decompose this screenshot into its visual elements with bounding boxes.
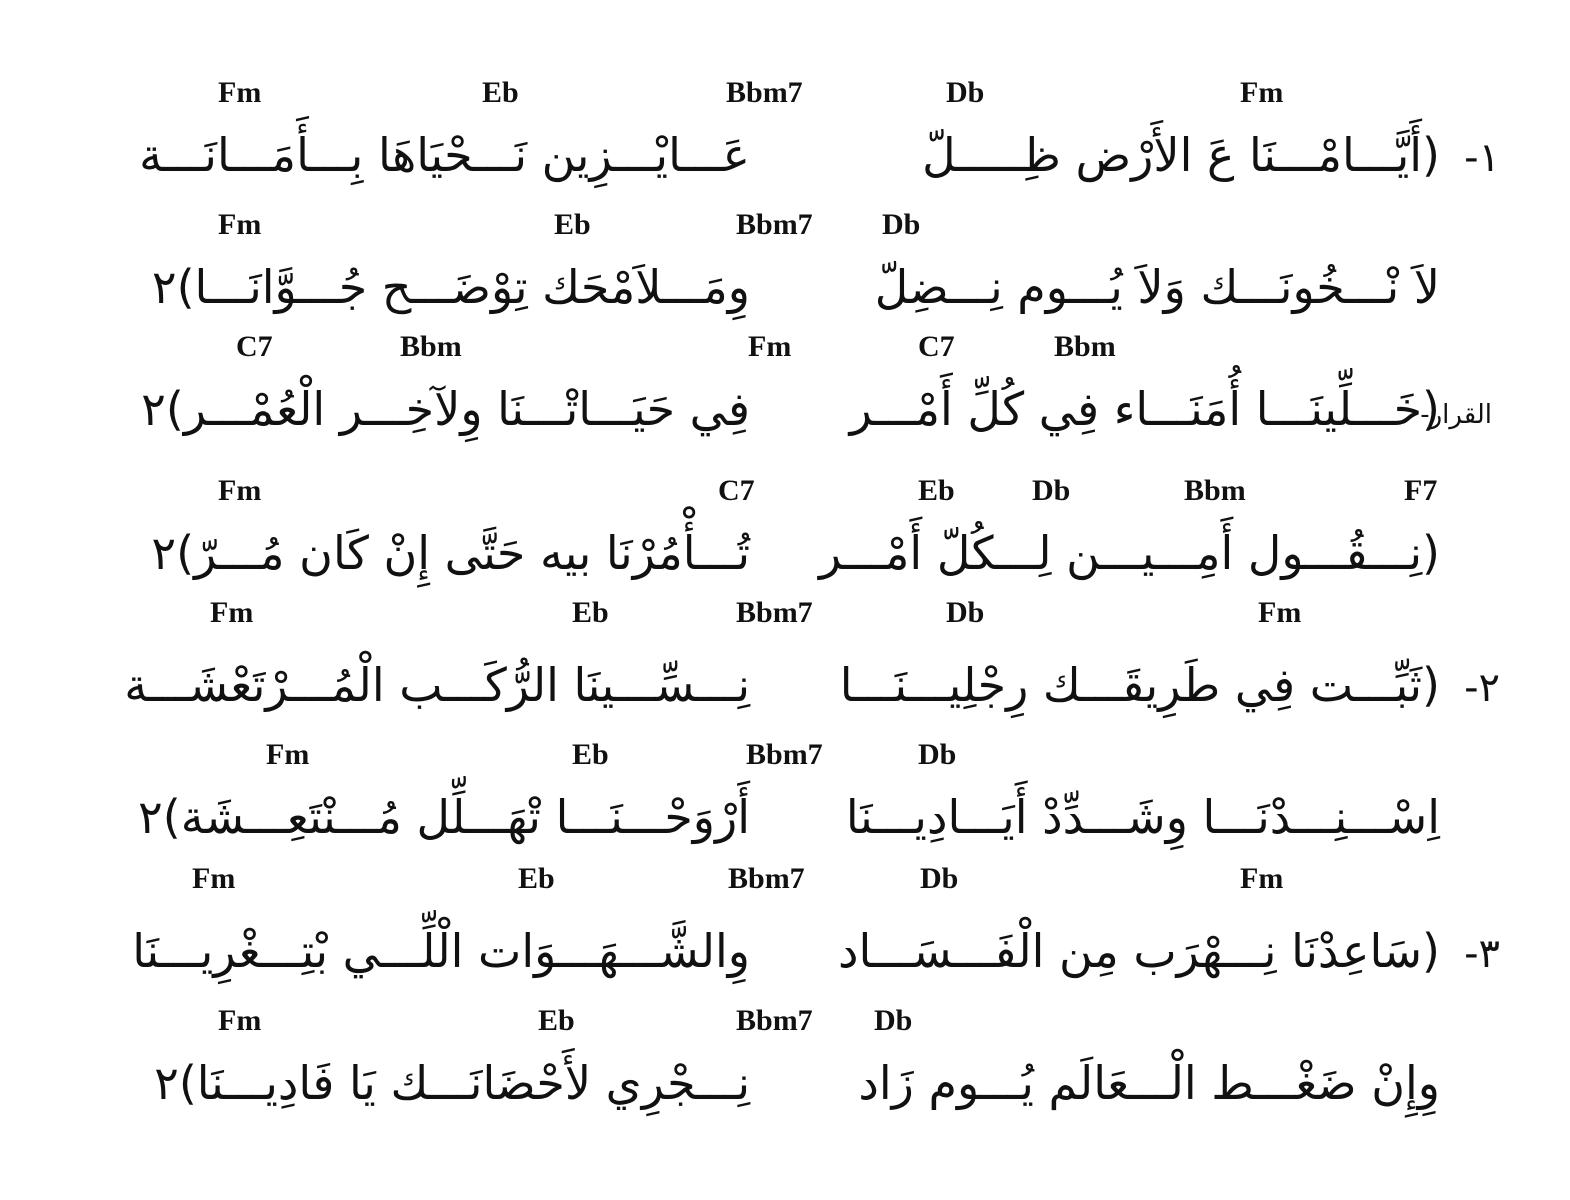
chord-line8-4: Db xyxy=(874,1004,913,1037)
lyric-line2-right: لاَ نْـــخُونَـــك وَلاَ يُـــوم نِـــضِلّ xyxy=(874,260,1440,314)
refrain-marker: القرار- xyxy=(1420,400,1492,430)
lyric-line3-left: فِي حَيَـــاتْـــنَا وِلآخِـــر الْعُمْـــر)٢ xyxy=(141,382,750,436)
chord-line5-5: Fm xyxy=(1258,596,1302,629)
chord-line6-4: Db xyxy=(918,738,957,771)
verse-number-1: ١- xyxy=(1464,135,1500,181)
chord-line4-2: C7 xyxy=(718,474,755,507)
chord-line5-2: Eb xyxy=(572,596,609,629)
chord-line3-5: Bbm xyxy=(1054,330,1116,363)
chord-line5-1: Fm xyxy=(210,596,254,629)
chord-line4-4: Db xyxy=(1032,474,1071,507)
lyric-line3-right: (خَـــلِّينَـــا أُمَنَـــاء فِي كُلِّ أَمْـــر xyxy=(849,382,1440,436)
chord-line5-3: Bbm7 xyxy=(736,596,813,629)
chord-line5-4: Db xyxy=(946,596,985,629)
chord-line2-2: Eb xyxy=(554,208,591,241)
lyric-line8-right: وِإِنْ ضَغْـــط الْـــعَالَم يُـــوم زَاد xyxy=(858,1056,1440,1110)
chord-line4-1: Fm xyxy=(218,474,262,507)
chord-line2-1: Fm xyxy=(218,208,262,241)
lyric-line7-left: وِالشَّـــهَـــوَات الْلِّـــي بْتِـــغْرِيـــنَا xyxy=(132,924,750,978)
chord-line8-1: Fm xyxy=(218,1004,262,1037)
verse-number-2: ٢- xyxy=(1464,665,1500,711)
chord-line4-5: Bbm xyxy=(1184,474,1246,507)
chord-line3-2: Bbm xyxy=(400,330,462,363)
chord-line7-3: Bbm7 xyxy=(728,862,805,895)
verse-number-3: ٣- xyxy=(1464,931,1500,977)
lyric-line6-left: أَرْوَحْـــنَـــا تْهَـــلِّل مُـــنْتَعِـــشَة)٢ xyxy=(138,790,750,844)
chord-line4-3: Eb xyxy=(918,474,955,507)
chord-line2-3: Bbm7 xyxy=(736,208,813,241)
lyric-line4-left: تُـــأْمُرْنَا بيه حَتَّى إِنْ كَان مُـــرّ)٢ xyxy=(151,526,750,580)
chord-line6-2: Eb xyxy=(572,738,609,771)
lyric-line1-left: عَـــايْـــزِين نَـــحْيَاهَا بِـــأَمَـــانَـــة xyxy=(139,128,750,182)
chord-line7-5: Fm xyxy=(1240,862,1284,895)
lyric-line7-right: (سَاعِدْنَا نِـــهْرَب مِن الْفَـــسَـــاد xyxy=(837,924,1440,978)
chord-line3-1: C7 xyxy=(236,330,273,363)
lyric-line5-right: (ثَبِّـــت فِي طَرِيقَـــك رِجْلِيـــنَـــا xyxy=(839,658,1440,712)
lyric-line5-left: نِـــسِّـــينَا الرُّكَـــب الْمُـــرْتَعْشَـــة xyxy=(124,658,750,712)
chord-line1-4: Db xyxy=(946,76,985,109)
lyric-line8-left: نِـــجْرِي لأَحْضَانَـــك يَا فَادِيـــنَا)٢ xyxy=(154,1056,750,1110)
lyric-line6-right: اِسْـــنِـــدْنَـــا وِشَـــدِّدْ أَيَـــادِيـــنَا xyxy=(845,790,1440,844)
chord-line8-3: Bbm7 xyxy=(736,1004,813,1037)
chord-line7-4: Db xyxy=(920,862,959,895)
chord-line1-5: Fm xyxy=(1240,76,1284,109)
chord-line7-2: Eb xyxy=(518,862,555,895)
chord-line8-2: Eb xyxy=(538,1004,575,1037)
chord-line3-3: Fm xyxy=(748,330,792,363)
chord-line1-2: Eb xyxy=(482,76,519,109)
chord-line7-1: Fm xyxy=(192,862,236,895)
chord-line1-3: Bbm7 xyxy=(726,76,803,109)
lyric-line1-right: (أَيَّـــامْـــنَا عَ الأَرْض ظِـــــلّ xyxy=(922,128,1440,182)
lyric-line4-right: (نِـــقُـــول أَمِـــيـــن لِـــكُلّ أَمْـــر xyxy=(818,526,1440,580)
chord-line6-1: Fm xyxy=(266,738,310,771)
chord-line2-4: Db xyxy=(882,208,921,241)
lyric-line2-left: وِمَـــلاَمْحَك تِوْضَـــح جُـــوَّانَـــا)٢ xyxy=(151,260,750,314)
chord-line4-6: F7 xyxy=(1404,474,1438,507)
chord-line1-1: Fm xyxy=(218,76,262,109)
chord-line6-3: Bbm7 xyxy=(746,738,823,771)
chord-line3-4: C7 xyxy=(918,330,955,363)
